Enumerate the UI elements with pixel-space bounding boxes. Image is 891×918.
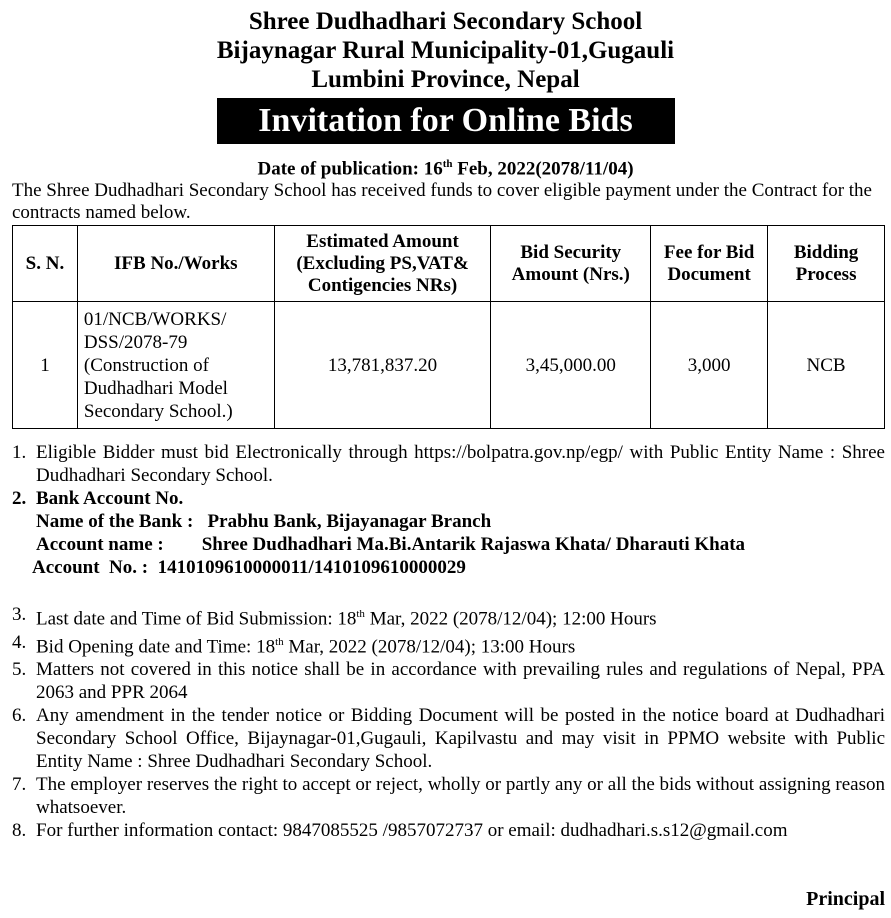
col-header-sn: S. N. — [13, 226, 78, 302]
col-header-security: Bid Security Amount (Nrs.) — [491, 226, 651, 302]
col-header-estimated: Estimated Amount (Excluding PS,VAT& Contigencies NRs) — [274, 226, 491, 302]
notes-list — [12, 441, 885, 842]
note-item — [12, 819, 885, 842]
notice-title-banner: Invitation for Online Bids — [217, 98, 675, 144]
bids-table — [12, 225, 885, 429]
notice-header — [0, 8, 891, 94]
account-name-line — [36, 533, 885, 556]
publication-date-sup: th — [442, 158, 453, 170]
note-text-sup: th — [275, 635, 284, 648]
note-number: 4. — [12, 631, 27, 653]
note-item — [12, 441, 885, 487]
intro-paragraph: The Shree Dudhadhari Secondary School has received funds to cover eligible payment under the Contract for the contracts named below. — [12, 180, 872, 224]
col-header-process: Bidding Process — [768, 226, 885, 302]
account-name-label: Account name : — [36, 534, 202, 556]
note-item — [12, 603, 885, 630]
account-name-value: Shree Dudhadhari Ma.Bi.Antarik Rajaswa Khata/ Dharauti Khata — [201, 534, 746, 556]
bank-name-line — [36, 510, 885, 533]
cell-fee: 3,000 — [651, 302, 768, 429]
publication-date-label: Date of publication: 16 — [257, 158, 443, 180]
school-name: Shree Dudhadhari Secondary School — [248, 8, 643, 35]
signature-principal: Principal — [806, 888, 885, 910]
cell-security: 3,45,000.00 — [491, 302, 651, 429]
bank-account-title: Bank Account No. — [36, 488, 184, 510]
province-name: Lumbini Province, Nepal — [311, 66, 580, 93]
note-number: 8. — [12, 819, 27, 841]
municipality-name: Bijaynagar Rural Municipality-01,Gugauli — [216, 37, 675, 64]
note-text-part: Bid Opening date and Time: 18 — [36, 635, 276, 657]
note-item — [12, 487, 885, 510]
note-number: 3. — [12, 604, 27, 626]
account-number-label: Account No. : — [32, 557, 158, 579]
note-item — [12, 631, 885, 658]
col-header-fee: Fee for Bid Document — [651, 226, 768, 302]
account-number-value: 1410109610000011/1410109610000029 — [157, 557, 466, 579]
note-number: 5. — [12, 658, 27, 680]
note-text: Matters not covered in this notice shall be in accordance with prevailing rules and regulations of Nepal, PPA 2063 and PPR 2064 — [36, 658, 885, 703]
table-row — [13, 302, 885, 429]
note-text-part: Mar, 2022 (2078/12/04); 12:00 Hours — [364, 608, 657, 630]
note-text: Any amendment in the tender notice or Bidding Document will be posted in the notice board at Dudhadhari Secondary School Office, Bijaynagar-01,Gugauli, Kapilvastu and may visit in PPMO website with Public Entity Name : Shree Dudhadhari Secondary School. — [36, 704, 885, 772]
note-number: 6. — [12, 704, 27, 726]
note-text — [36, 603, 885, 630]
cell-estimated: 13,781,837.20 — [274, 302, 491, 429]
works-line: 01/NCB/WORKS/ — [83, 308, 227, 330]
publication-date-rest: Feb, 2022(2078/11/04) — [452, 158, 634, 180]
note-text: For further information contact: 9847085525 /9857072737 or email: dudhadhari.s.s12@gmail.com — [36, 819, 788, 841]
spacer — [12, 579, 885, 603]
publication-date — [0, 153, 891, 180]
col-header-ifb: IFB No./Works — [77, 226, 274, 302]
works-line: (Construction of — [83, 354, 209, 376]
note-text — [36, 631, 885, 658]
note-item — [12, 658, 885, 704]
works-line: DSS/2078-79 — [83, 331, 188, 353]
account-number-line — [32, 556, 885, 579]
note-item — [12, 773, 885, 819]
bank-name-value: Prabhu Bank, Bijayanagar Branch — [207, 511, 492, 533]
note-item — [12, 704, 885, 773]
cell-sn: 1 — [13, 302, 78, 429]
table-header-row — [13, 226, 885, 302]
works-line: Dudhadhari Model — [83, 377, 228, 399]
note-text-part: Last date and Time of Bid Submission: 18 — [36, 608, 357, 630]
note-text-part: Mar, 2022 (2078/12/04); 13:00 Hours — [283, 635, 576, 657]
note-text: Eligible Bidder must bid Electronically through https://bolpatra.gov.np/egp/ with Public Entity Name : Shree Dudhadhari Secondary School. — [36, 442, 885, 487]
note-number: 1. — [12, 442, 27, 464]
note-number: 7. — [12, 773, 27, 795]
note-text-sup: th — [356, 608, 365, 621]
note-number: 2. — [12, 488, 27, 510]
cell-works — [77, 302, 274, 429]
cell-process: NCB — [768, 302, 885, 429]
bank-name-label: Name of the Bank : — [36, 511, 208, 533]
banner-wrap — [0, 98, 891, 144]
note-text: The employer reserves the right to accept or reject, wholly or partly any or all the bids without assigning reason whatsoever. — [36, 773, 885, 818]
works-line: Secondary School.) — [83, 400, 233, 422]
